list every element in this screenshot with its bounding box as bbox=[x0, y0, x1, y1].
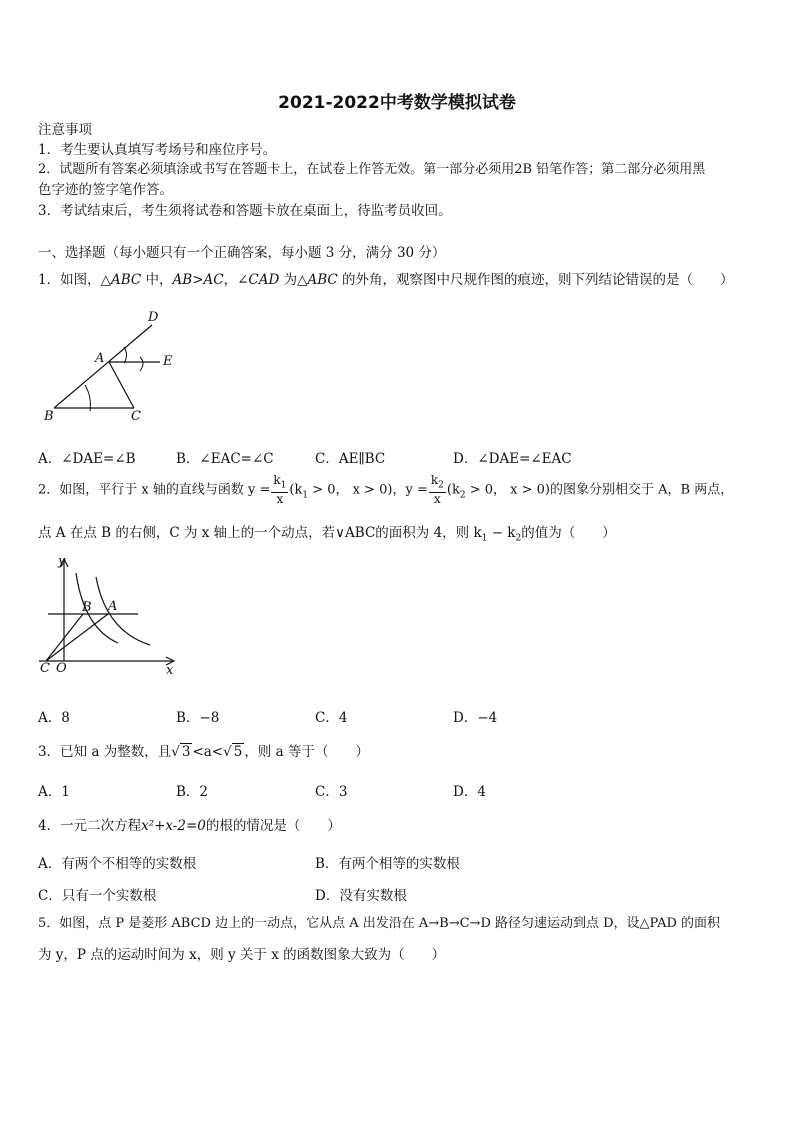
q2-line2-b: 的面积为 4，则 bbox=[375, 525, 470, 541]
q1-stem-g: 为 bbox=[279, 272, 298, 288]
q1-label-d: D bbox=[148, 310, 159, 325]
q3-option-c[interactable]: C．3 bbox=[315, 784, 348, 800]
q2-cond1: (k bbox=[289, 482, 303, 498]
q1-triangle-abc-2: △ABC bbox=[297, 272, 338, 288]
q4-option-c[interactable]: C．只有一个实数根 bbox=[38, 888, 157, 904]
q2-fraction-1 bbox=[271, 474, 288, 506]
q1-figure bbox=[36, 305, 196, 425]
q1-label-e: E bbox=[163, 354, 173, 369]
q2-label-o: O bbox=[56, 661, 67, 676]
q2-k1-sub: 1 bbox=[280, 480, 287, 491]
q5-stem-line-2: 为 y，P 点的运动时间为 x，则 y 关于 x 的函数图象大致为（ ） bbox=[38, 947, 446, 963]
q1-triangle-abc: △ABC bbox=[100, 272, 142, 288]
notice-item-2-line-2: 色字迹的签字笔作答。 bbox=[38, 182, 173, 198]
q2-cond2-rest: > 0， x > 0) bbox=[465, 482, 550, 498]
q1-option-c[interactable]: C．AE∥BC bbox=[315, 451, 386, 467]
q2-x2: x bbox=[434, 492, 441, 507]
q3-stem bbox=[38, 742, 369, 762]
q1-option-b[interactable]: B．∠EAC=∠C bbox=[176, 451, 274, 467]
q3-option-a[interactable]: A．1 bbox=[38, 784, 70, 800]
q3-option-d[interactable]: D．4 bbox=[453, 784, 486, 800]
q2-k2-sub: 2 bbox=[438, 480, 444, 491]
q4-option-d[interactable]: D．没有实数根 bbox=[315, 888, 407, 904]
q2-cond2-sub: 2 bbox=[459, 490, 466, 501]
q1-angle-cad: ∠CAD bbox=[237, 272, 280, 288]
q2-comma: ， bbox=[392, 482, 406, 498]
q1-label-b: B bbox=[44, 409, 54, 424]
q3-stem-a: 3．已知 a 为整数，且 bbox=[38, 744, 172, 760]
q3-radicand-2: 5 bbox=[233, 744, 243, 760]
q5-stem-line-1: 5．如图，点 P 是菱形 ABCD 边上的一动点，它从点 A 出发沿在 A→B→C→D 路径匀速运动到点 D，设△PAD 的面积 bbox=[38, 916, 721, 931]
q1-label-a: A bbox=[95, 351, 105, 366]
q2-line2-c: 的值为（ ） bbox=[521, 525, 616, 541]
sqrt-5: √ 5 bbox=[223, 744, 243, 760]
notice-heading: 注意事项 bbox=[38, 122, 92, 138]
q2-expr-2: 2 bbox=[515, 533, 522, 544]
q4-option-a[interactable]: A．有两个不相等的实数根 bbox=[38, 856, 197, 872]
notice-item-3: 3．考试结束后，考生须将试卷和答题卡放在桌面上，待监考员收回。 bbox=[38, 203, 452, 219]
q2-y2: y = bbox=[405, 482, 428, 498]
page-title: 2021-2022中考数学模拟试卷 bbox=[278, 93, 516, 113]
q2-cond2: (k bbox=[446, 482, 460, 498]
q2-figure bbox=[34, 553, 184, 678]
notice-item-1: 1．考生要认真填写考场号和座位序号。 bbox=[38, 142, 277, 158]
q4-equation: x²+x-2=0 bbox=[141, 818, 206, 834]
q1-stem-i: 的外角，观察图中尺规作图的痕迹，则下列结论错误的是（ ） bbox=[337, 272, 734, 288]
q3-radicand-1: 3 bbox=[181, 744, 191, 760]
q2-expr-1: 1 bbox=[481, 533, 488, 544]
q2-stem-a: 2．如图，平行于 x 轴的直线与函数 bbox=[38, 482, 244, 498]
q2-k2: k bbox=[430, 473, 439, 487]
q2-y1: y = bbox=[248, 482, 271, 498]
q3-option-b[interactable]: B．2 bbox=[176, 784, 209, 800]
q2-label-c: C bbox=[40, 661, 50, 676]
q2-label-a: A bbox=[108, 599, 118, 614]
q2-stem-line-2 bbox=[38, 523, 616, 549]
q1-stem-e: ， bbox=[223, 272, 238, 288]
q2-cond1-rest: > 0， x > 0) bbox=[308, 482, 393, 498]
q1-option-d[interactable]: D．∠DAE=∠EAC bbox=[453, 451, 572, 467]
sqrt-3: √ 3 bbox=[171, 744, 191, 760]
q2-expr-minus: − k bbox=[487, 525, 516, 541]
q2-k1: k bbox=[273, 473, 281, 487]
q2-option-d[interactable]: D．−4 bbox=[453, 710, 498, 726]
q2-cond1-sub: 1 bbox=[302, 490, 309, 501]
q1-stem bbox=[38, 270, 734, 290]
q2-x1: x bbox=[276, 492, 284, 507]
section-1-heading: 一、选择题（每小题只有一个正确答案，每小题 3 分，满分 30 分） bbox=[38, 245, 446, 261]
q2-label-b: B bbox=[82, 600, 92, 615]
q2-option-a[interactable]: A．8 bbox=[38, 710, 70, 726]
q2-stem-b: 的图象分别相交于 A，B 两点， bbox=[550, 482, 734, 498]
q2-triangle: ∨ABC bbox=[335, 525, 376, 541]
q2-label-x: x bbox=[166, 663, 174, 678]
q3-stem-b: ，则 a 等于（ ） bbox=[244, 744, 369, 760]
q1-stem-a: 1．如图， bbox=[38, 272, 101, 288]
q1-inequality: AB>AC bbox=[172, 272, 224, 288]
q4-stem-b: 的根的情况是（ ） bbox=[205, 818, 341, 834]
q2-expr-k: k bbox=[473, 525, 482, 541]
q4-stem bbox=[38, 816, 341, 836]
q2-option-b[interactable]: B．−8 bbox=[176, 710, 220, 726]
q1-label-c: C bbox=[131, 409, 141, 424]
q2-stem-line-1 bbox=[38, 474, 733, 506]
q2-line2-a: 点 A 在点 B 的右侧，C 为 x 轴上的一个动点，若 bbox=[38, 525, 336, 541]
notice-item-2-line-1: 2．试题所有答案必须填涂或书写在答题卡上，在试卷上作答无效。第一部分必须用2B 铅笔作答；第二部分必须用黑 bbox=[38, 162, 706, 177]
q2-fraction-2 bbox=[429, 474, 446, 506]
q3-mid: <a< bbox=[192, 744, 224, 760]
q1-option-a[interactable]: A．∠DAE=∠B bbox=[38, 451, 136, 467]
q1-stem-c: 中， bbox=[141, 272, 173, 288]
q4-option-b[interactable]: B．有两个相等的实数根 bbox=[315, 856, 460, 872]
q2-label-y: y bbox=[58, 554, 66, 569]
q4-stem-a: 4．一元二次方程 bbox=[38, 818, 142, 834]
q2-option-c[interactable]: C．4 bbox=[315, 710, 348, 726]
